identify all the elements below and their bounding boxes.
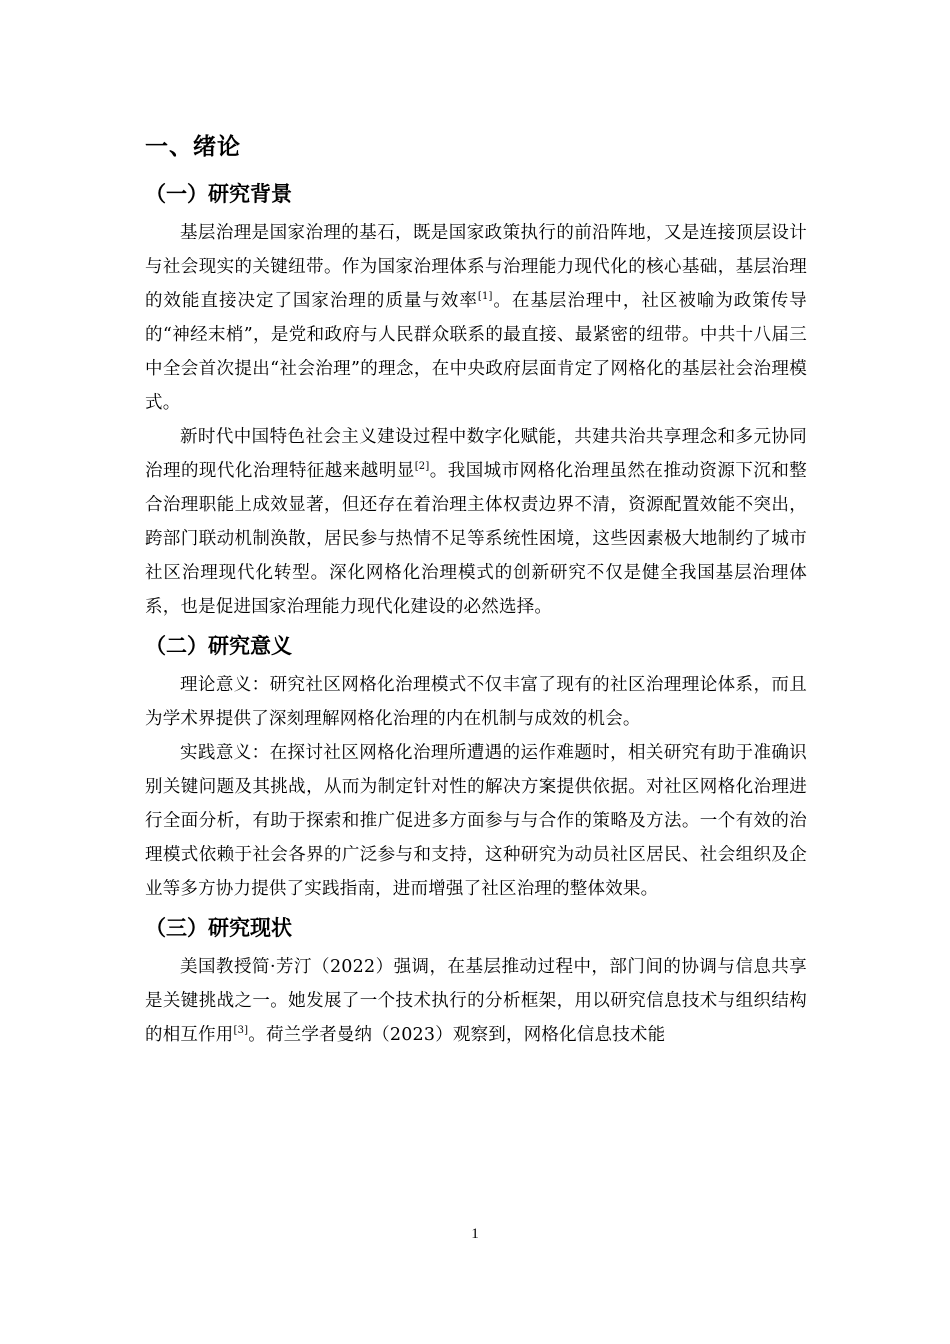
section-background — [145, 178, 807, 624]
section-heading-background: （一）研究背景 — [145, 182, 292, 206]
text-segment: 。我国城市网格化治理虽然在推动资源下沉和整合治理职能上成效显著，但还存在着治理主体权责边界不清，资源配置效能不突出，跨部门联动机制涣散，居民参与热情不足等系统性困境，这些因素极大地制约了城市社区治理现代化转型。深化网格化治理模式的创新研究不仅是健全我国基层治理体系，也是促进国家治理能力现代化建设的必然选择。 — [145, 461, 808, 617]
text-segment: 基层治理是国家治理的基石，既是国家政策执行的前沿阵地，又是连接顶层设计与社会现实的关键纽带。作为国家治理体系与治理能力现代化的核心基础，基层治理的效能直接决定了国家治理的质量与效率 — [145, 223, 807, 311]
paragraph-background-2 — [145, 420, 807, 624]
section-significance — [145, 630, 807, 906]
page-number: 1 — [471, 1226, 479, 1242]
paragraph-significance-1: 理论意义：研究社区网格化治理模式不仅丰富了现有的社区治理理论体系，而且为学术界提供了深刻理解网格化治理的内在机制与成效的机会。 — [145, 675, 807, 729]
chapter-title: 一、绪论 — [145, 134, 241, 160]
section-heading-status: （三）研究现状 — [145, 916, 292, 940]
citation-ref-1[interactable]: [1] — [477, 291, 493, 303]
section-heading-significance: （二）研究意义 — [145, 634, 292, 658]
paragraph-significance-2: 实践意义：在探讨社区网格化治理所遭遇的运作难题时，相关研究有助于准确识别关键问题及其挑战，从而为制定针对性的解决方案提供依据。对社区网格化治理进行全面分析，有助于探索和推广促进多方面参与与合作的策略及方法。一个有效的治理模式依赖于社会各界的广泛参与和支持，这种研究为动员社区居民、社会组织及企业等多方协力提供了实践指南，进而增强了社区治理的整体效果。 — [145, 743, 807, 899]
document-page — [145, 120, 807, 1058]
text-segment: 美国教授简·芳汀（2022）强调，在基层推动过程中，部门间的协调与信息共享是关键挑战之一。她发展了一个技术执行的分析框架，用以研究信息技术与组织结构的相互作用 — [145, 957, 807, 1045]
citation-ref-3[interactable]: [3] — [233, 1025, 249, 1037]
paragraph-background-1 — [145, 216, 807, 420]
text-segment: 新时代中国特色社会主义建设过程中数字化赋能，共建共治共享理念和多元协同治理的现代化治理特征越来越明显 — [145, 427, 807, 481]
text-segment: 。在基层治理中，社区被喻为政策传导的“神经末梢”，是党和政府与人民群众联系的最直接、最紧密的纽带。中共十八届三中全会首次提出“社会治理”的理念，在中央政府层面肯定了网格化的基层社会治理模式。 — [145, 291, 807, 413]
text-segment: 。荷兰学者曼纳（2023）观察到，网格化信息技术能 — [248, 1025, 666, 1045]
citation-ref-2[interactable]: [2] — [414, 461, 430, 473]
section-status — [145, 912, 807, 1052]
paragraph-status-1 — [145, 950, 807, 1052]
